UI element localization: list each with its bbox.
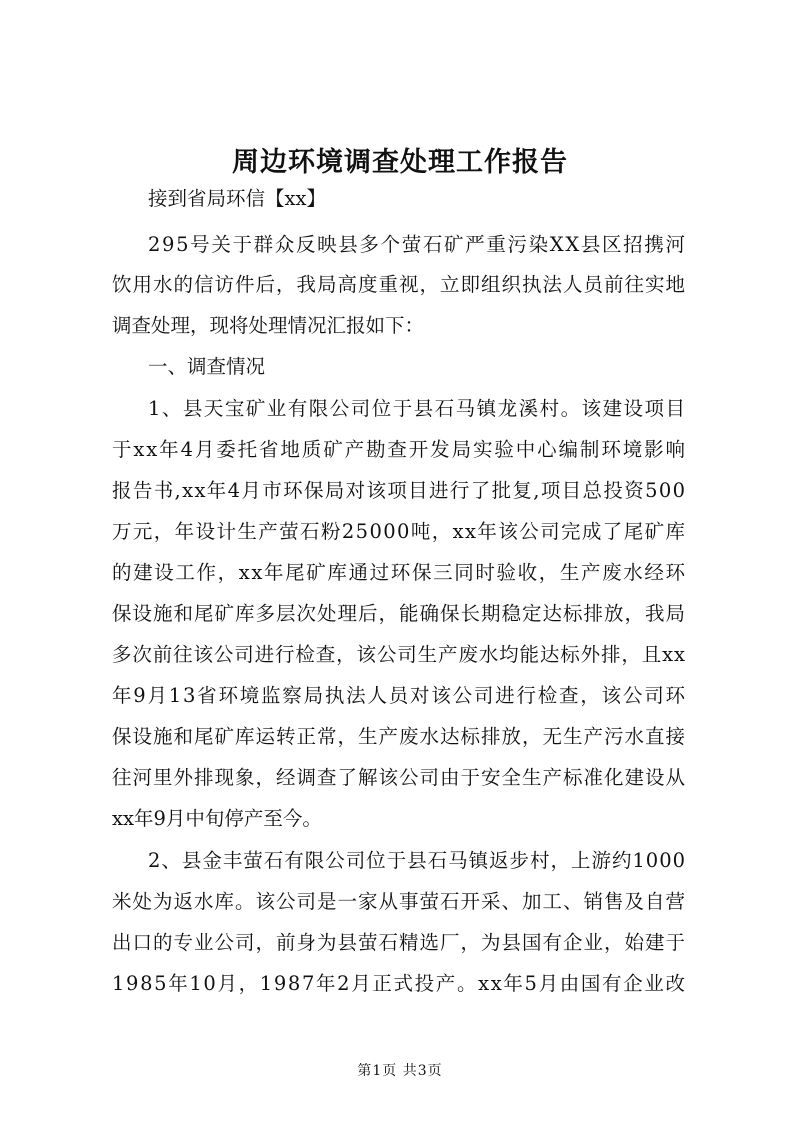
paragraph-line: 米处为返水库。该公司是一家从事萤石开采、加工、销售及自营 bbox=[112, 890, 686, 913]
paragraph-line: xx年9月中旬停产至今。 bbox=[112, 807, 322, 830]
paragraph-line: 1985年10月，1987年2月正式投产。xx年5月由国有企业改 bbox=[112, 972, 687, 995]
paragraph-line: 1、县天宝矿业有限公司位于县石马镇龙溪村。该建设项目 bbox=[148, 397, 687, 420]
paragraph-line: 饮用水的信访件后，我局高度重视，立即组织执法人员前往实地 bbox=[112, 273, 686, 296]
paragraph-line: 报告书,xx年4月市环保局对该项目进行了批复,项目总投资500 bbox=[112, 479, 687, 502]
paragraph-line: 调查处理，现将处理情况汇报如下： bbox=[112, 314, 425, 337]
paragraph-line: 出口的专业公司，前身为县萤石精选厂，为县国有企业，始建于 bbox=[112, 931, 686, 954]
paragraph-line: 于xx年4月委托省地质矿产勘查开发局实验中心编制环境影响 bbox=[112, 438, 687, 461]
paragraph-line: 接到省局环信【xx】 bbox=[148, 187, 326, 210]
paragraph-line: 2、县金丰萤石有限公司位于县石马镇返步村，上游约1000 bbox=[148, 849, 686, 872]
paragraph-line: 保设施和尾矿库多层次处理后，能确保长期稳定达标排放，我局 bbox=[112, 602, 686, 625]
paragraph-line: 295号关于群众反映县多个萤石矿严重污染XX县区招携河 bbox=[148, 233, 687, 256]
page-title: 周边环境调查处理工作报告 bbox=[232, 147, 568, 178]
page-footer: 第1页 共3页 bbox=[357, 1063, 443, 1079]
paragraph-line: 的建设工作，xx年尾矿库通过环保三同时验收，生产废水经环 bbox=[112, 561, 687, 584]
paragraph-line: 保设施和尾矿库运转正常，生产废水达标排放，无生产污水直接 bbox=[112, 725, 686, 748]
paragraph-line: 万元，年设计生产萤石粉25000吨，xx年该公司完成了尾矿库 bbox=[112, 520, 687, 543]
paragraph-line: 往河里外排现象，经调查了解该公司由于安全生产标准化建设从 bbox=[112, 766, 686, 789]
paragraph-line: 多次前往该公司进行检查，该公司生产废水均能达标外排，且xx bbox=[112, 643, 686, 666]
paragraph-line: 年9月13省环境监察局执法人员对该公司进行检查，该公司环 bbox=[112, 684, 687, 707]
section-heading: 一、调查情况 bbox=[148, 355, 266, 378]
